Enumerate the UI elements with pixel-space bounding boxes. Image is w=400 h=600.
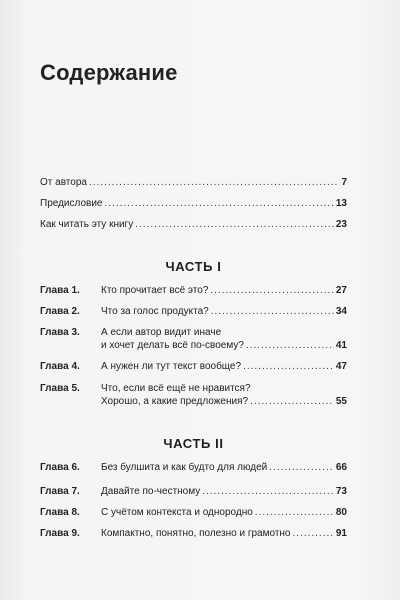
dot-leader	[246, 339, 334, 352]
chapter-page: 91	[335, 528, 347, 539]
chapter-page: 27	[335, 285, 347, 296]
chapter-page: 73	[335, 486, 347, 497]
dot-leader	[243, 360, 334, 373]
dot-leader	[255, 506, 334, 519]
dot-leader	[250, 395, 334, 408]
chapter-title: Что за голос продукта?	[101, 306, 209, 317]
chapter-title: Хорошо, а какие предложения?	[101, 396, 249, 407]
dot-leader	[135, 218, 334, 231]
chapter-number: Глава 3.	[40, 327, 80, 338]
chapter-number: Глава 8.	[40, 507, 80, 518]
toc-entry-label: Как читать эту книгу	[40, 219, 134, 230]
toc-entry-how-to-read	[40, 218, 347, 231]
chapter-title: Кто прочитает всё это?	[101, 285, 209, 296]
toc-entry-label: Предисловие	[40, 198, 103, 209]
chapter-title: и хочет делать всё по-своему?	[101, 340, 244, 351]
chapter-number: Глава 6.	[40, 462, 80, 473]
chapter-number: Глава 2.	[40, 306, 80, 317]
chapter-title: А нужен ли тут текст вообще?	[101, 361, 242, 372]
chapter-title: С учётом контекста и однородно	[101, 507, 253, 518]
chapter-page: 80	[335, 507, 347, 518]
toc-entry-label: От автора	[40, 177, 87, 188]
dot-leader	[211, 305, 334, 318]
dot-leader	[89, 176, 339, 189]
chapter-page: 66	[335, 462, 347, 473]
chapter-number: Глава 5.	[40, 383, 80, 394]
dot-leader	[292, 527, 333, 540]
toc-entry-page: 23	[335, 219, 347, 230]
dot-leader	[269, 461, 334, 474]
chapter-page: 55	[335, 396, 347, 407]
dot-leader	[202, 485, 334, 498]
part-heading-2: ЧАСТЬ II	[163, 436, 224, 451]
part-heading-1: ЧАСТЬ I	[165, 259, 222, 274]
chapter-number: Глава 9.	[40, 528, 80, 539]
page-title: Содержание	[40, 60, 178, 85]
chapter-page: 34	[335, 306, 347, 317]
toc-entry-from-author	[40, 176, 347, 189]
dot-leader	[104, 197, 333, 210]
chapter-page: 47	[335, 361, 347, 372]
toc-entry-page: 7	[341, 177, 347, 188]
chapter-title-line: А если автор видит иначе	[101, 327, 222, 338]
chapter-title: Давайте по-честному	[101, 486, 201, 497]
dot-leader	[210, 284, 333, 297]
chapter-title: Компактно, понятно, полезно и грамотно	[101, 528, 291, 539]
toc-entry-page: 13	[335, 198, 347, 209]
toc-entry-preface	[40, 197, 347, 210]
chapter-title: Без булшита и как будто для людей	[101, 462, 268, 473]
chapter-title-line: Что, если всё ещё не нравится?	[101, 383, 251, 394]
chapter-page: 41	[335, 340, 347, 351]
chapter-number: Глава 7.	[40, 486, 80, 497]
chapter-number: Глава 1.	[40, 285, 80, 296]
chapter-number: Глава 4.	[40, 361, 80, 372]
